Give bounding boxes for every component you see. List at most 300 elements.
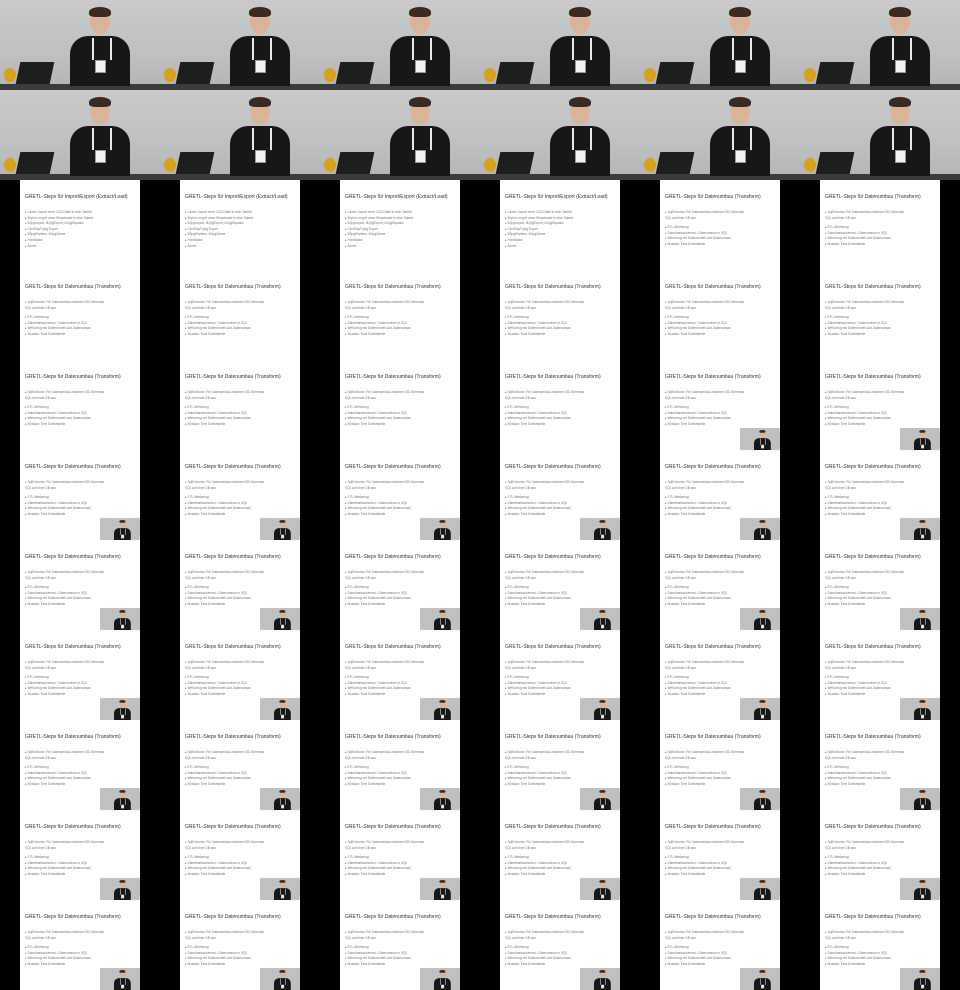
name-badge — [601, 625, 604, 629]
slide-bullets — [25, 750, 137, 788]
slide — [500, 720, 620, 810]
slide-bullet: ▸ ETL-Werkzeug — [25, 675, 49, 680]
slide-bullet: ▸ Datenbankschemen / Datenumbau in SQL — [505, 770, 568, 775]
slide-bullet: ▸ Modular: Eine Schnittstelle — [505, 511, 546, 516]
name-badge — [761, 985, 764, 989]
slide-title: GRETL-Steps für Datenumbau (Transform) — [25, 914, 121, 920]
presenter-hair — [729, 7, 751, 17]
slide — [660, 810, 780, 900]
slide-bullet: ▸ Publikation — [505, 237, 524, 242]
slide — [660, 360, 780, 450]
slide-bullet: SQL auf einer DB aus — [185, 665, 216, 670]
slide-bullet: SQL auf einer DB aus — [505, 845, 536, 850]
slide-bullet: ▸ SqlExecutor: Für Datenumbau zwischen DB-Schemas — [665, 210, 745, 214]
frame-4-5 — [800, 360, 960, 450]
slide-bullet: ▸ Werkzeug mit Datenmodell und Datenumbau — [505, 956, 572, 961]
presenter-pip — [580, 518, 620, 540]
presenter-hair — [759, 610, 765, 613]
slide-bullet: ▸ ETL-Werkzeug — [25, 315, 49, 320]
presenter-pip — [100, 968, 140, 990]
presenter-pip — [740, 428, 780, 450]
slide — [20, 180, 140, 270]
slide-bullet: ▸ Modular: Eine Schnittstelle — [185, 781, 226, 786]
slide-bullet: ▸ Shplm: Import einer Shapedatei in eine Tabelle — [345, 215, 414, 220]
presenter-hair — [759, 430, 765, 433]
frame-10-5 — [800, 900, 960, 990]
slide-title: GRETL-Steps für Datenumbau (Transform) — [185, 914, 281, 920]
slide-bullet: ▸ Werkzeug mit Datenmodell und Datenumbau — [825, 416, 892, 421]
slide-bullet: ▸ Datenbankschemen / Datenumbau in SQL — [25, 500, 88, 505]
slide — [180, 360, 300, 450]
slide-bullet: ▸ ETL-Werkzeug — [25, 585, 49, 590]
slide-bullet: SQL auf einer DB aus — [505, 935, 536, 940]
slide-bullet: ▸ Datenbankschemen / Datenumbau in SQL — [185, 590, 248, 595]
slide-title: GRETL-Steps für Datenumbau (Transform) — [25, 464, 121, 470]
slide — [180, 540, 300, 630]
slide-title: GRETL-Steps für Datenumbau (Transform) — [345, 284, 441, 290]
name-badge — [921, 445, 924, 449]
slide-bullet: ▸ Werkzeug mit Datenmodell und Datenumbau — [825, 506, 892, 511]
slide-bullet: SQL auf einer DB aus — [665, 845, 696, 850]
slide-bullet: ▸ ETL-Werkzeug — [25, 855, 49, 860]
slide-bullet: ▸ SqlExecutor: Für Datenumbau zwischen DB-Schemas — [825, 390, 905, 394]
slide-bullets — [665, 390, 777, 428]
frame-4-1 — [160, 360, 320, 450]
slide-bullet: ▸ Datenbankschemen / Datenumbau in SQL — [825, 500, 888, 505]
slide-bullet: ▸ ETL-Werkzeug — [825, 765, 849, 770]
slide-bullet: SQL auf einer DB aus — [185, 935, 216, 940]
slide-bullet: ▸ ETL-Werkzeug — [505, 585, 529, 590]
slide-bullet: ▸ Werkzeug mit Datenmodell und Datenumbau — [665, 776, 732, 781]
lanyard — [252, 128, 272, 150]
slide-bullet: ▸ Werkzeug mit Datenmodell und Datenumbau — [185, 776, 252, 781]
slide-bullet: ▸ Werkzeug mit Datenmodell und Datenumbau — [825, 686, 892, 691]
slide — [180, 720, 300, 810]
presenter-pip — [740, 968, 780, 990]
slide-bullet: ▸ SqlExecutor: Für Datenumbau zwischen DB-Schemas — [185, 300, 265, 304]
presenter-hair — [439, 520, 445, 523]
presenter-pip — [580, 698, 620, 720]
slide-bullet: ▸ Werkzeug mit Datenmodell und Datenumbau — [25, 776, 92, 781]
slide-bullet: SQL auf einer DB aus — [665, 305, 696, 310]
presenter-hair — [729, 97, 751, 107]
slide-bullet: ▸ ETL-Werkzeug — [25, 765, 49, 770]
slide-bullet: SQL auf einer DB aus — [665, 485, 696, 490]
slide-bullet: ▸ ETL-Werkzeug — [825, 675, 849, 680]
presenter-hair — [279, 610, 285, 613]
frame-2-4 — [640, 180, 800, 270]
slide-bullet: SQL auf einer DB aus — [505, 575, 536, 580]
slide-bullet: SQL auf einer DB aus — [825, 665, 856, 670]
slide-bullet: ▸ ETL-Werkzeug — [345, 855, 369, 860]
slide-bullet: ▸ ETL-Werkzeug — [25, 945, 49, 950]
slide-title: GRETL-Steps für Datenumbau (Transform) — [825, 644, 921, 650]
frame-6-3 — [480, 540, 640, 630]
slide-bullet: ▸ ETL-Werkzeug — [665, 765, 689, 770]
slide — [340, 360, 460, 450]
slide-title: GRETL-Steps für Datenumbau (Transform) — [345, 464, 441, 470]
slide-bullets — [25, 570, 137, 608]
presenter-pip — [100, 698, 140, 720]
slide-bullet: ▸ SqlExecutor: Für Datenumbau zwischen DB-Schemas — [825, 570, 905, 574]
slide-title: GRETL-Steps für Datenumbau (Transform) — [665, 284, 761, 290]
slide-bullet: ▸ ETL-Werkzeug — [825, 405, 849, 410]
frame-2-2 — [320, 180, 480, 270]
slide-bullet: ▸ ETL-Werkzeug — [505, 855, 529, 860]
slide-title: GRETL-Steps für Datenumbau (Transform) — [505, 554, 601, 560]
duck-figurine — [164, 68, 176, 82]
slide-bullet: ▸ ETL-Werkzeug — [665, 855, 689, 860]
laptop — [496, 152, 535, 174]
slide-bullet: ▸ SqlExecutor: Für Datenumbau zwischen DB-Schemas — [25, 660, 105, 664]
slide — [820, 540, 940, 630]
presenter-pip — [900, 788, 940, 810]
slide-bullet: ▸ SqlExecutor: Für Datenumbau zwischen DB-Schemas — [505, 840, 585, 844]
slide-title: GRETL-Steps für Datenumbau (Transform) — [665, 914, 761, 920]
presenter-hair — [439, 970, 445, 973]
slide-title: GRETL-Steps für Datenumbau (Transform) — [25, 824, 121, 830]
slide-bullet: ▸ Modular: Eine Schnittstelle — [825, 781, 866, 786]
slide-bullet: ▸ Modular: Eine Schnittstelle — [825, 691, 866, 696]
slide-bullet: ▸ Modular: Eine Schnittstelle — [505, 781, 546, 786]
slide-bullet: ▸ Datenbankschemen / Datenumbau in SQL — [345, 860, 408, 865]
name-badge — [121, 895, 124, 899]
name-badge — [761, 895, 764, 899]
slide-bullet: SQL auf einer DB aus — [825, 485, 856, 490]
slide-bullet: ▸ SqlExecutor: Für Datenumbau zwischen DB-Schemas — [25, 480, 105, 484]
frame-3-1 — [160, 270, 320, 360]
slide-bullet: ▸ SqlExecutor: Für Datenumbau zwischen DB-Schemas — [25, 390, 105, 394]
slide-bullet: ▸ ETL-Werkzeug — [185, 675, 209, 680]
presenter-pip — [740, 788, 780, 810]
slide-bullet: ▸ Datenbankschemen / Datenumbau in SQL — [345, 320, 408, 325]
slide-bullet: SQL auf einer DB aus — [665, 935, 696, 940]
slide-bullet: ▸ Werkzeug mit Datenmodell und Datenumbau — [345, 596, 412, 601]
slide-bullet: SQL auf einer DB aus — [345, 935, 376, 940]
slide-bullet: ▸ Datenbankschemen / Datenumbau in SQL — [825, 860, 888, 865]
slide-bullets — [25, 480, 137, 518]
slide-bullet: ▸ Datenbankschemen / Datenumbau in SQL — [345, 770, 408, 775]
slide-title: GRETL-Steps für Datenumbau (Transform) — [25, 554, 121, 560]
slide-title: GRETL-Steps für Datenumbau (Transform) — [665, 374, 761, 380]
slide-bullet: ▸ Datenbankschemen / Datenumbau in SQL — [665, 590, 728, 595]
slide-bullet: ▸ Modular: Eine Schnittstelle — [825, 331, 866, 336]
slide-bullet: ▸ Werkzeug mit Datenmodell und Datenumbau — [185, 326, 252, 331]
slide-bullet: ▸ Modular: Eine Schnittstelle — [25, 601, 66, 606]
slide-bullets — [345, 660, 457, 698]
slide-bullet: ▸ Modular: Eine Schnittstelle — [185, 331, 226, 336]
slide — [820, 900, 940, 990]
slide — [500, 810, 620, 900]
slide-bullet: ▸ Werkzeug mit Datenmodell und Datenumbau — [25, 326, 92, 331]
slide-bullets — [345, 840, 457, 878]
slide-bullet: ▸ Datenbankschemen / Datenumbau in SQL — [345, 500, 408, 505]
slide — [500, 540, 620, 630]
slide-bullets — [185, 480, 297, 518]
lanyard — [92, 128, 112, 150]
slide-bullet: ▸ ETL-Werkzeug — [185, 405, 209, 410]
slide-title: GRETL-Steps für Datenumbau (Transform) — [505, 734, 601, 740]
name-badge — [921, 625, 924, 629]
slide-title: GRETL-Steps für Datenumbau (Transform) — [665, 734, 761, 740]
slide-bullet: ▸ Werkzeug mit Datenmodell und Datenumbau — [665, 326, 732, 331]
presenter-hair — [599, 520, 605, 523]
slide-bullet: SQL auf einer DB aus — [25, 485, 56, 490]
slide-title: GRETL-Steps für Import/Export (Extract/Load) — [25, 194, 128, 200]
slide — [20, 450, 140, 540]
slide-bullet: SQL auf einer DB aus — [25, 575, 56, 580]
slide-bullet: ▸ Datenbankschemen / Datenumbau in SQL — [505, 410, 568, 415]
frame-1-5 — [800, 90, 960, 180]
presenter-hair — [119, 610, 125, 613]
lanyard — [892, 38, 912, 60]
slide-bullet: SQL auf einer DB aus — [185, 845, 216, 850]
slide-bullet: ▸ ETL-Werkzeug — [25, 405, 49, 410]
slide-bullet: ▸ Datenbankschemen / Datenumbau in SQL — [505, 590, 568, 595]
slide-bullet: ▸ Modular: Eine Schnittstelle — [185, 511, 226, 516]
slide-bullet: ▸ Datenbankschemen / Datenumbau in SQL — [185, 680, 248, 685]
presenter-pip — [260, 788, 300, 810]
slide-bullets — [345, 480, 457, 518]
slide-bullet: ▸ Datenbankschemen / Datenumbau in SQL — [665, 680, 728, 685]
slide — [660, 270, 780, 360]
slide-bullet: ▸ Werkzeug mit Datenmodell und Datenumbau — [505, 776, 572, 781]
slide-bullet: ▸ Datenbankschemen / Datenumbau in SQL — [825, 590, 888, 595]
slide-bullets — [345, 750, 457, 788]
slide-bullet: SQL auf einer DB aus — [185, 305, 216, 310]
frame-1-2 — [320, 90, 480, 180]
name-badge — [761, 535, 764, 539]
slide-bullet: ▸ Datenbankschemen / Datenumbau in SQL — [185, 860, 248, 865]
lanyard — [732, 128, 752, 150]
slide-bullet: ▸ SqlExecutor: Für Datenumbau zwischen DB-Schemas — [345, 750, 425, 754]
slide-bullet: ▸ Werkzeug mit Datenmodell und Datenumbau — [345, 506, 412, 511]
slide-bullets — [345, 930, 457, 968]
slide — [660, 450, 780, 540]
slide-bullet: ▸ Publikation — [185, 237, 204, 242]
slide-bullet: SQL auf einer DB aus — [665, 575, 696, 580]
presenter-pip — [100, 518, 140, 540]
slide-bullet: ▸ ETL-Werkzeug — [665, 945, 689, 950]
name-badge — [921, 535, 924, 539]
slide-bullet: ▸ Csv/Shp/Gpkg Export — [345, 226, 379, 231]
slide-bullet: ▸ ETL-Werkzeug — [345, 675, 369, 680]
slide-bullet: ▸ SqlExecutor: Für Datenumbau zwischen DB-Schemas — [665, 750, 745, 754]
name-badge — [761, 715, 764, 719]
slide-bullet: ▸ Archiv: ... — [185, 243, 201, 248]
slide-bullet: ▸ SqlExecutor: Für Datenumbau zwischen DB-Schemas — [345, 840, 425, 844]
slide-bullet: ▸ Modular: Eine Schnittstelle — [665, 871, 706, 876]
slide-bullet: ▸ Modular: Eine Schnittstelle — [665, 601, 706, 606]
slide-bullets — [505, 570, 617, 608]
slide-bullet: ▸ Modular: Eine Schnittstelle — [505, 331, 546, 336]
slide — [20, 630, 140, 720]
slide-bullet: ▸ ETL-Werkzeug — [505, 765, 529, 770]
lanyard — [572, 128, 592, 150]
slide-bullet: SQL auf einer DB aus — [25, 665, 56, 670]
slide-title: GRETL-Steps für Datenumbau (Transform) — [825, 284, 921, 290]
slide — [180, 450, 300, 540]
slide-bullet: ▸ ETL-Werkzeug — [825, 855, 849, 860]
slide — [660, 630, 780, 720]
slide-bullet: ▸ SqlExecutor: Für Datenumbau zwischen DB-Schemas — [185, 570, 265, 574]
slide-bullet: ▸ Modular: Eine Schnittstelle — [345, 961, 386, 966]
frame-9-0 — [0, 810, 160, 900]
name-badge — [441, 985, 444, 989]
slide-bullet: ▸ ETL-Werkzeug — [825, 495, 849, 500]
slide — [340, 900, 460, 990]
slide — [340, 450, 460, 540]
presenter-pip — [580, 878, 620, 900]
slide-bullets — [505, 300, 617, 338]
slide-bullet: SQL auf einer DB aus — [665, 395, 696, 400]
frame-3-4 — [640, 270, 800, 360]
slide-bullet: ▸ Werkzeug mit Datenmodell und Datenumbau — [185, 596, 252, 601]
slide — [500, 270, 620, 360]
slide-bullet: ▸ Modular: Eine Schnittstelle — [505, 691, 546, 696]
presenter-hair — [439, 880, 445, 883]
slide-bullet: SQL auf einer DB aus — [345, 395, 376, 400]
slide-bullets — [665, 570, 777, 608]
presenter-pip — [740, 518, 780, 540]
slide-bullet: ▸ Archiv: ... — [505, 243, 521, 248]
frame-6-0 — [0, 540, 160, 630]
slide-bullet: ▸ Datenbankschemen / Datenumbau in SQL — [185, 950, 248, 955]
slide-bullet: SQL auf einer DB aus — [505, 395, 536, 400]
slide-bullet: SQL auf einer DB aus — [505, 665, 536, 670]
slide-bullet: ▸ Werkzeug mit Datenmodell und Datenumbau — [25, 506, 92, 511]
slide-bullet: ▸ SqlExecutor: Für Datenumbau zwischen DB-Schemas — [665, 300, 745, 304]
presenter-hair — [919, 790, 925, 793]
slide-bullet: ▸ Modular: Eine Schnittstelle — [345, 601, 386, 606]
slide-bullet: ▸ Modular: Eine Schnittstelle — [825, 601, 866, 606]
presenter-hair — [919, 970, 925, 973]
name-badge — [761, 805, 764, 809]
slide-bullet: ▸ Werkzeug mit Datenmodell und Datenumbau — [825, 956, 892, 961]
slide-bullet: ▸ Publikation — [345, 237, 364, 242]
slide-bullet: ▸ Modular: Eine Schnittstelle — [185, 421, 226, 426]
slide-title: GRETL-Steps für Import/Export (Extract/Load) — [185, 194, 288, 200]
slide-bullet: ▸ Werkzeug mit Datenmodell und Datenumbau — [665, 596, 732, 601]
name-badge — [921, 895, 924, 899]
slide-bullet: SQL auf einer DB aus — [25, 935, 56, 940]
slide — [500, 630, 620, 720]
slide-title: GRETL-Steps für Datenumbau (Transform) — [345, 374, 441, 380]
slide-bullet: SQL auf einer DB aus — [185, 575, 216, 580]
name-badge — [95, 150, 106, 163]
presenter-hair — [919, 520, 925, 523]
slide-title: GRETL-Steps für Datenumbau (Transform) — [505, 914, 601, 920]
slide — [500, 900, 620, 990]
slide-bullet: ▸ Datenbankschemen / Datenumbau in SQL — [505, 950, 568, 955]
lanyard — [892, 128, 912, 150]
slide-bullet: SQL auf einer DB aus — [665, 665, 696, 670]
slide-bullet: ▸ SqlExecutor: Für Datenumbau zwischen DB-Schemas — [825, 300, 905, 304]
laptop — [176, 152, 215, 174]
slide-bullet: ▸ SqlExecutor: Für Datenumbau zwischen DB-Schemas — [665, 660, 745, 664]
slide-title: GRETL-Steps für Datenumbau (Transform) — [505, 824, 601, 830]
laptop — [16, 152, 55, 174]
slide-bullet: ▸ SqlExecutor: Für Datenumbau zwischen DB-Schemas — [665, 480, 745, 484]
slide — [660, 540, 780, 630]
slide-bullet: ▸ SqlExecutor: Für Datenumbau zwischen DB-Schemas — [345, 930, 425, 934]
frame-1-4 — [640, 90, 800, 180]
frame-7-0 — [0, 630, 160, 720]
slide-bullet: ▸ Shplm: Import einer Shapedatei in eine Tabelle — [185, 215, 254, 220]
frame-3-2 — [320, 270, 480, 360]
slide-bullet: ▸ ETL-Werkzeug — [185, 945, 209, 950]
slide-bullet: ▸ Werkzeug mit Datenmodell und Datenumbau — [505, 506, 572, 511]
presenter-hair — [409, 7, 431, 17]
presenter-pip — [580, 788, 620, 810]
slide-bullet: ▸ Werkzeug mit Datenmodell und Datenumbau — [25, 956, 92, 961]
slide-title: GRETL-Steps für Datenumbau (Transform) — [825, 194, 921, 200]
laptop — [176, 62, 215, 84]
slide-bullet: SQL auf einer DB aus — [825, 755, 856, 760]
slide-bullet: ▸ Datenbankschemen / Datenumbau in SQL — [25, 770, 88, 775]
lanyard — [92, 38, 112, 60]
frame-8-5 — [800, 720, 960, 810]
slide-bullet: ▸ Werkzeug mit Datenmodell und Datenumbau — [505, 596, 572, 601]
frame-6-2 — [320, 540, 480, 630]
frame-6-4 — [640, 540, 800, 630]
slide — [180, 630, 300, 720]
slide-bullet: SQL auf einer DB aus — [825, 395, 856, 400]
slide-bullet: ▸ ETL-Werkzeug — [185, 855, 209, 860]
slide-bullet: ▸ Datenbankschemen / Datenumbau in SQL — [25, 410, 88, 415]
name-badge — [441, 715, 444, 719]
slide-bullet: ▸ ETL-Werkzeug — [505, 675, 529, 680]
name-badge — [281, 625, 284, 629]
slide-bullet: ▸ ETL-Werkzeug — [825, 585, 849, 590]
slide-bullet: SQL auf einer DB aus — [185, 755, 216, 760]
slide-bullets — [665, 840, 777, 878]
presenter-pip — [260, 518, 300, 540]
slide-bullet: ▸ Modular: Eine Schnittstelle — [825, 241, 866, 246]
slide-bullet: ▸ ETL-Werkzeug — [185, 765, 209, 770]
slide-bullet: ▸ Werkzeug mit Datenmodell und Datenumbau — [505, 326, 572, 331]
slide-bullet: ▸ Datenbankschemen / Datenumbau in SQL — [345, 680, 408, 685]
slide-bullet: ▸ Datenbankschemen / Datenumbau in SQL — [825, 680, 888, 685]
slide-bullet: SQL auf einer DB aus — [25, 395, 56, 400]
presenter-pip — [260, 608, 300, 630]
slide-bullet: ▸ Modular: Eine Schnittstelle — [25, 691, 66, 696]
slide-bullet: ▸ Datenbankschemen / Datenumbau in SQL — [25, 680, 88, 685]
slide-bullet: SQL auf einer DB aus — [185, 395, 216, 400]
slide — [820, 450, 940, 540]
slide-bullets — [665, 750, 777, 788]
name-badge — [601, 535, 604, 539]
name-badge — [441, 625, 444, 629]
name-badge — [921, 715, 924, 719]
slide-bullet: ▸ Modular: Eine Schnittstelle — [345, 691, 386, 696]
presenter-pip — [900, 518, 940, 540]
slide-bullet: ▸ Csv/Shp/Gpkg Export — [185, 226, 219, 231]
slide-bullet: ▸ ETL-Werkzeug — [345, 315, 369, 320]
frame-2-3 — [480, 180, 640, 270]
laptop — [336, 152, 375, 174]
presenter-hair — [759, 700, 765, 703]
presenter-hair — [279, 790, 285, 793]
presenter-hair — [409, 97, 431, 107]
slide-bullet: ▸ SqlExecutor: Für Datenumbau zwischen DB-Schemas — [665, 840, 745, 844]
frame-2-1 — [160, 180, 320, 270]
slide-bullet: ▸ SqlExecutor: Für Datenumbau zwischen DB-Schemas — [505, 480, 585, 484]
slide-bullet: ▸ Werkzeug mit Datenmodell und Datenumbau — [505, 416, 572, 421]
slide-bullet: ▸ Ili2pgReplace, Ili2pgDelete — [505, 232, 546, 237]
presenter-hair — [599, 970, 605, 973]
frame-3-5 — [800, 270, 960, 360]
